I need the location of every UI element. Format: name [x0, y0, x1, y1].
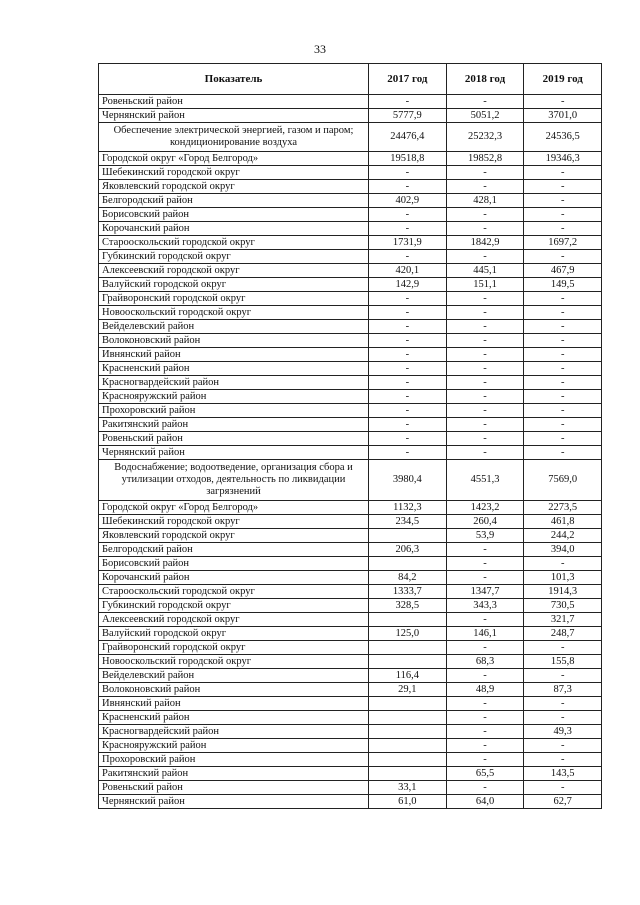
table-row [99, 362, 602, 376]
value-2018: - [446, 781, 524, 795]
value-2017: 1132,3 [369, 501, 447, 515]
table-row [99, 418, 602, 432]
value-2017: 402,9 [369, 194, 447, 208]
value-2019: - [524, 418, 602, 432]
table-row [99, 404, 602, 418]
value-2017: 61,0 [369, 795, 447, 809]
statistics-table [98, 63, 602, 809]
value-2019: - [524, 390, 602, 404]
value-2019: 730,5 [524, 599, 602, 613]
row-label: Борисовский район [99, 208, 369, 222]
value-2019: - [524, 250, 602, 264]
value-2017: - [369, 446, 447, 460]
value-2017: 125,0 [369, 627, 447, 641]
row-label: Грайворонский городской округ [99, 292, 369, 306]
row-label: Валуйский городской округ [99, 278, 369, 292]
value-2017: 1333,7 [369, 585, 447, 599]
table-row [99, 432, 602, 446]
value-2019: - [524, 641, 602, 655]
row-label: Красногвардейский район [99, 376, 369, 390]
value-2019: 1914,3 [524, 585, 602, 599]
table-row [99, 725, 602, 739]
row-label: Вейделевский район [99, 669, 369, 683]
value-2017 [369, 767, 447, 781]
table-row [99, 264, 602, 278]
row-label: Валуйский городской округ [99, 627, 369, 641]
table-row [99, 515, 602, 529]
value-2017: - [369, 320, 447, 334]
value-2018: 343,3 [446, 599, 524, 613]
table-row [99, 320, 602, 334]
value-2018: - [446, 571, 524, 585]
table-row [99, 571, 602, 585]
value-2019: 244,2 [524, 529, 602, 543]
value-2017: - [369, 418, 447, 432]
value-2017: 5777,9 [369, 109, 447, 123]
header-indicator: Показатель [99, 64, 369, 95]
value-2017: 142,9 [369, 278, 447, 292]
value-2017: 33,1 [369, 781, 447, 795]
value-2017: 3980,4 [369, 460, 447, 501]
value-2017: - [369, 404, 447, 418]
value-2018: 19852,8 [446, 152, 524, 166]
row-label: Ракитянский район [99, 418, 369, 432]
value-2017: 420,1 [369, 264, 447, 278]
value-2018: - [446, 166, 524, 180]
header-2018: 2018 год [446, 64, 524, 95]
value-2017 [369, 613, 447, 627]
value-2018: - [446, 376, 524, 390]
value-2019: - [524, 334, 602, 348]
row-label: Прохоровский район [99, 404, 369, 418]
row-label: Борисовский район [99, 557, 369, 571]
row-label: Красненский район [99, 711, 369, 725]
table-row [99, 585, 602, 599]
value-2018: - [446, 180, 524, 194]
table-row [99, 753, 602, 767]
row-label: Ровеньский район [99, 781, 369, 795]
value-2018: 64,0 [446, 795, 524, 809]
row-label: Новооскольский городской округ [99, 655, 369, 669]
value-2019: 19346,3 [524, 152, 602, 166]
row-label: Грайворонский городской округ [99, 641, 369, 655]
row-label: Новооскольский городской округ [99, 306, 369, 320]
row-label: Алексеевский городской округ [99, 613, 369, 627]
value-2018: - [446, 222, 524, 236]
value-2017: - [369, 390, 447, 404]
table-row [99, 292, 602, 306]
value-2017: 29,1 [369, 683, 447, 697]
section-row [99, 460, 602, 501]
table-row [99, 739, 602, 753]
value-2019: - [524, 180, 602, 194]
value-2019: 62,7 [524, 795, 602, 809]
value-2019: - [524, 194, 602, 208]
row-label: Чернянский район [99, 109, 369, 123]
value-2019: - [524, 432, 602, 446]
table-row [99, 683, 602, 697]
row-label: Волоконовский район [99, 683, 369, 697]
value-2018: - [446, 641, 524, 655]
table-row [99, 152, 602, 166]
value-2018: 146,1 [446, 627, 524, 641]
table-row [99, 613, 602, 627]
value-2019: 394,0 [524, 543, 602, 557]
table-row [99, 376, 602, 390]
value-2017 [369, 697, 447, 711]
table-row [99, 627, 602, 641]
value-2018: - [446, 320, 524, 334]
table-row [99, 529, 602, 543]
table-row [99, 208, 602, 222]
row-label: Яковлевский городской округ [99, 180, 369, 194]
row-label: Ивнянский район [99, 697, 369, 711]
value-2019: 461,8 [524, 515, 602, 529]
value-2017: 1731,9 [369, 236, 447, 250]
row-label: Краснояружский район [99, 739, 369, 753]
table-row [99, 236, 602, 250]
value-2018: 48,9 [446, 683, 524, 697]
value-2019: 101,3 [524, 571, 602, 585]
value-2018: - [446, 418, 524, 432]
value-2017: - [369, 334, 447, 348]
table-row [99, 334, 602, 348]
row-label: Волоконовский район [99, 334, 369, 348]
value-2019: - [524, 208, 602, 222]
value-2017: 116,4 [369, 669, 447, 683]
value-2018: 68,3 [446, 655, 524, 669]
value-2018: - [446, 613, 524, 627]
value-2018: - [446, 250, 524, 264]
value-2019: - [524, 166, 602, 180]
value-2018: 151,1 [446, 278, 524, 292]
table-row [99, 795, 602, 809]
value-2017: 328,5 [369, 599, 447, 613]
row-label: Ровеньский район [99, 95, 369, 109]
row-label: Вейделевский район [99, 320, 369, 334]
row-label: Алексеевский городской округ [99, 264, 369, 278]
row-label: Корочанский район [99, 571, 369, 585]
value-2019: - [524, 557, 602, 571]
table-row [99, 543, 602, 557]
table-row [99, 95, 602, 109]
row-label: Губкинский городской округ [99, 599, 369, 613]
value-2018: - [446, 404, 524, 418]
table-row [99, 109, 602, 123]
table-row [99, 446, 602, 460]
value-2019: 1697,2 [524, 236, 602, 250]
row-label: Ивнянский район [99, 348, 369, 362]
value-2017 [369, 725, 447, 739]
row-label: Шебекинский городской округ [99, 166, 369, 180]
value-2019: 87,3 [524, 683, 602, 697]
table-row [99, 390, 602, 404]
value-2017: - [369, 166, 447, 180]
table-row [99, 767, 602, 781]
row-label: Губкинский городской округ [99, 250, 369, 264]
value-2018: - [446, 390, 524, 404]
value-2018: - [446, 543, 524, 557]
value-2019: - [524, 292, 602, 306]
value-2019: 7569,0 [524, 460, 602, 501]
value-2018: - [446, 348, 524, 362]
value-2018: 25232,3 [446, 123, 524, 152]
value-2018: - [446, 739, 524, 753]
row-label: Чернянский район [99, 446, 369, 460]
row-label: Ровеньский район [99, 432, 369, 446]
value-2017 [369, 557, 447, 571]
value-2019: - [524, 320, 602, 334]
table-row [99, 641, 602, 655]
value-2019: 149,5 [524, 278, 602, 292]
table-row [99, 501, 602, 515]
value-2019: 155,8 [524, 655, 602, 669]
value-2018: - [446, 95, 524, 109]
value-2019: - [524, 362, 602, 376]
value-2017: 234,5 [369, 515, 447, 529]
value-2019: - [524, 781, 602, 795]
table-body [99, 95, 602, 809]
table-row [99, 278, 602, 292]
table-row [99, 194, 602, 208]
value-2017 [369, 753, 447, 767]
value-2018: - [446, 446, 524, 460]
row-label: Яковлевский городской округ [99, 529, 369, 543]
table-row [99, 711, 602, 725]
value-2019: - [524, 95, 602, 109]
value-2018: 445,1 [446, 264, 524, 278]
row-label: Белгородский район [99, 194, 369, 208]
value-2017: 24476,4 [369, 123, 447, 152]
header-2017: 2017 год [369, 64, 447, 95]
value-2017: - [369, 376, 447, 390]
row-label: Старооскольский городской округ [99, 236, 369, 250]
row-label: Красненский район [99, 362, 369, 376]
row-label: Водоснабжение; водоотведение, организация сбора и утилизации отходов, деятельность по ликвидации загрязнений [99, 460, 369, 501]
value-2018: - [446, 725, 524, 739]
value-2017: 84,2 [369, 571, 447, 585]
value-2019: 248,7 [524, 627, 602, 641]
value-2017: - [369, 95, 447, 109]
table-header-row [99, 64, 602, 95]
value-2017: - [369, 362, 447, 376]
value-2018: - [446, 557, 524, 571]
value-2018: - [446, 208, 524, 222]
value-2018: 428,1 [446, 194, 524, 208]
table-row [99, 781, 602, 795]
table-row [99, 250, 602, 264]
value-2019: 24536,5 [524, 123, 602, 152]
value-2019: 3701,0 [524, 109, 602, 123]
row-label: Красногвардейский район [99, 725, 369, 739]
table-row [99, 180, 602, 194]
table-row [99, 557, 602, 571]
value-2018: - [446, 334, 524, 348]
value-2017 [369, 739, 447, 753]
value-2017: 206,3 [369, 543, 447, 557]
row-label: Городской округ «Город Белгород» [99, 501, 369, 515]
value-2018: 1347,7 [446, 585, 524, 599]
row-label: Старооскольский городской округ [99, 585, 369, 599]
table-row [99, 599, 602, 613]
table-row [99, 222, 602, 236]
value-2017: 19518,8 [369, 152, 447, 166]
value-2019: 143,5 [524, 767, 602, 781]
value-2017: - [369, 432, 447, 446]
value-2017: - [369, 306, 447, 320]
value-2019: 49,3 [524, 725, 602, 739]
value-2019: - [524, 306, 602, 320]
value-2019: 2273,5 [524, 501, 602, 515]
value-2017: - [369, 348, 447, 362]
value-2017: - [369, 180, 447, 194]
value-2019: - [524, 376, 602, 390]
value-2018: 1423,2 [446, 501, 524, 515]
value-2017: - [369, 250, 447, 264]
table-row [99, 669, 602, 683]
value-2019: 467,9 [524, 264, 602, 278]
value-2017: - [369, 222, 447, 236]
value-2019: - [524, 669, 602, 683]
value-2018: 260,4 [446, 515, 524, 529]
value-2019: - [524, 222, 602, 236]
value-2017 [369, 529, 447, 543]
value-2019: - [524, 697, 602, 711]
value-2018: 53,9 [446, 529, 524, 543]
value-2018: - [446, 669, 524, 683]
row-label: Белгородский район [99, 543, 369, 557]
row-label: Шебекинский городской округ [99, 515, 369, 529]
value-2018: - [446, 306, 524, 320]
value-2017 [369, 711, 447, 725]
value-2018: 65,5 [446, 767, 524, 781]
value-2019: - [524, 739, 602, 753]
row-label: Обеспечение электрической энергией, газом и паром; кондиционирование воздуха [99, 123, 369, 152]
value-2018: - [446, 432, 524, 446]
row-label: Прохоровский район [99, 753, 369, 767]
value-2017: - [369, 292, 447, 306]
value-2018: - [446, 292, 524, 306]
table-row [99, 306, 602, 320]
value-2018: - [446, 753, 524, 767]
page-number: 33 [314, 42, 326, 56]
value-2019: - [524, 753, 602, 767]
value-2019: 321,7 [524, 613, 602, 627]
value-2017 [369, 655, 447, 669]
value-2018: 5051,2 [446, 109, 524, 123]
value-2019: - [524, 404, 602, 418]
row-label: Краснояружский район [99, 390, 369, 404]
value-2018: - [446, 697, 524, 711]
table-row [99, 166, 602, 180]
table-row [99, 697, 602, 711]
section-row [99, 123, 602, 152]
value-2018: 1842,9 [446, 236, 524, 250]
value-2018: - [446, 362, 524, 376]
value-2018: 4551,3 [446, 460, 524, 501]
value-2018: - [446, 711, 524, 725]
row-label: Чернянский район [99, 795, 369, 809]
value-2019: - [524, 711, 602, 725]
table-row [99, 348, 602, 362]
value-2017: - [369, 208, 447, 222]
row-label: Ракитянский район [99, 767, 369, 781]
value-2019: - [524, 348, 602, 362]
value-2019: - [524, 446, 602, 460]
row-label: Городской округ «Город Белгород» [99, 152, 369, 166]
row-label: Корочанский район [99, 222, 369, 236]
value-2017 [369, 641, 447, 655]
table-row [99, 655, 602, 669]
header-2019: 2019 год [524, 64, 602, 95]
